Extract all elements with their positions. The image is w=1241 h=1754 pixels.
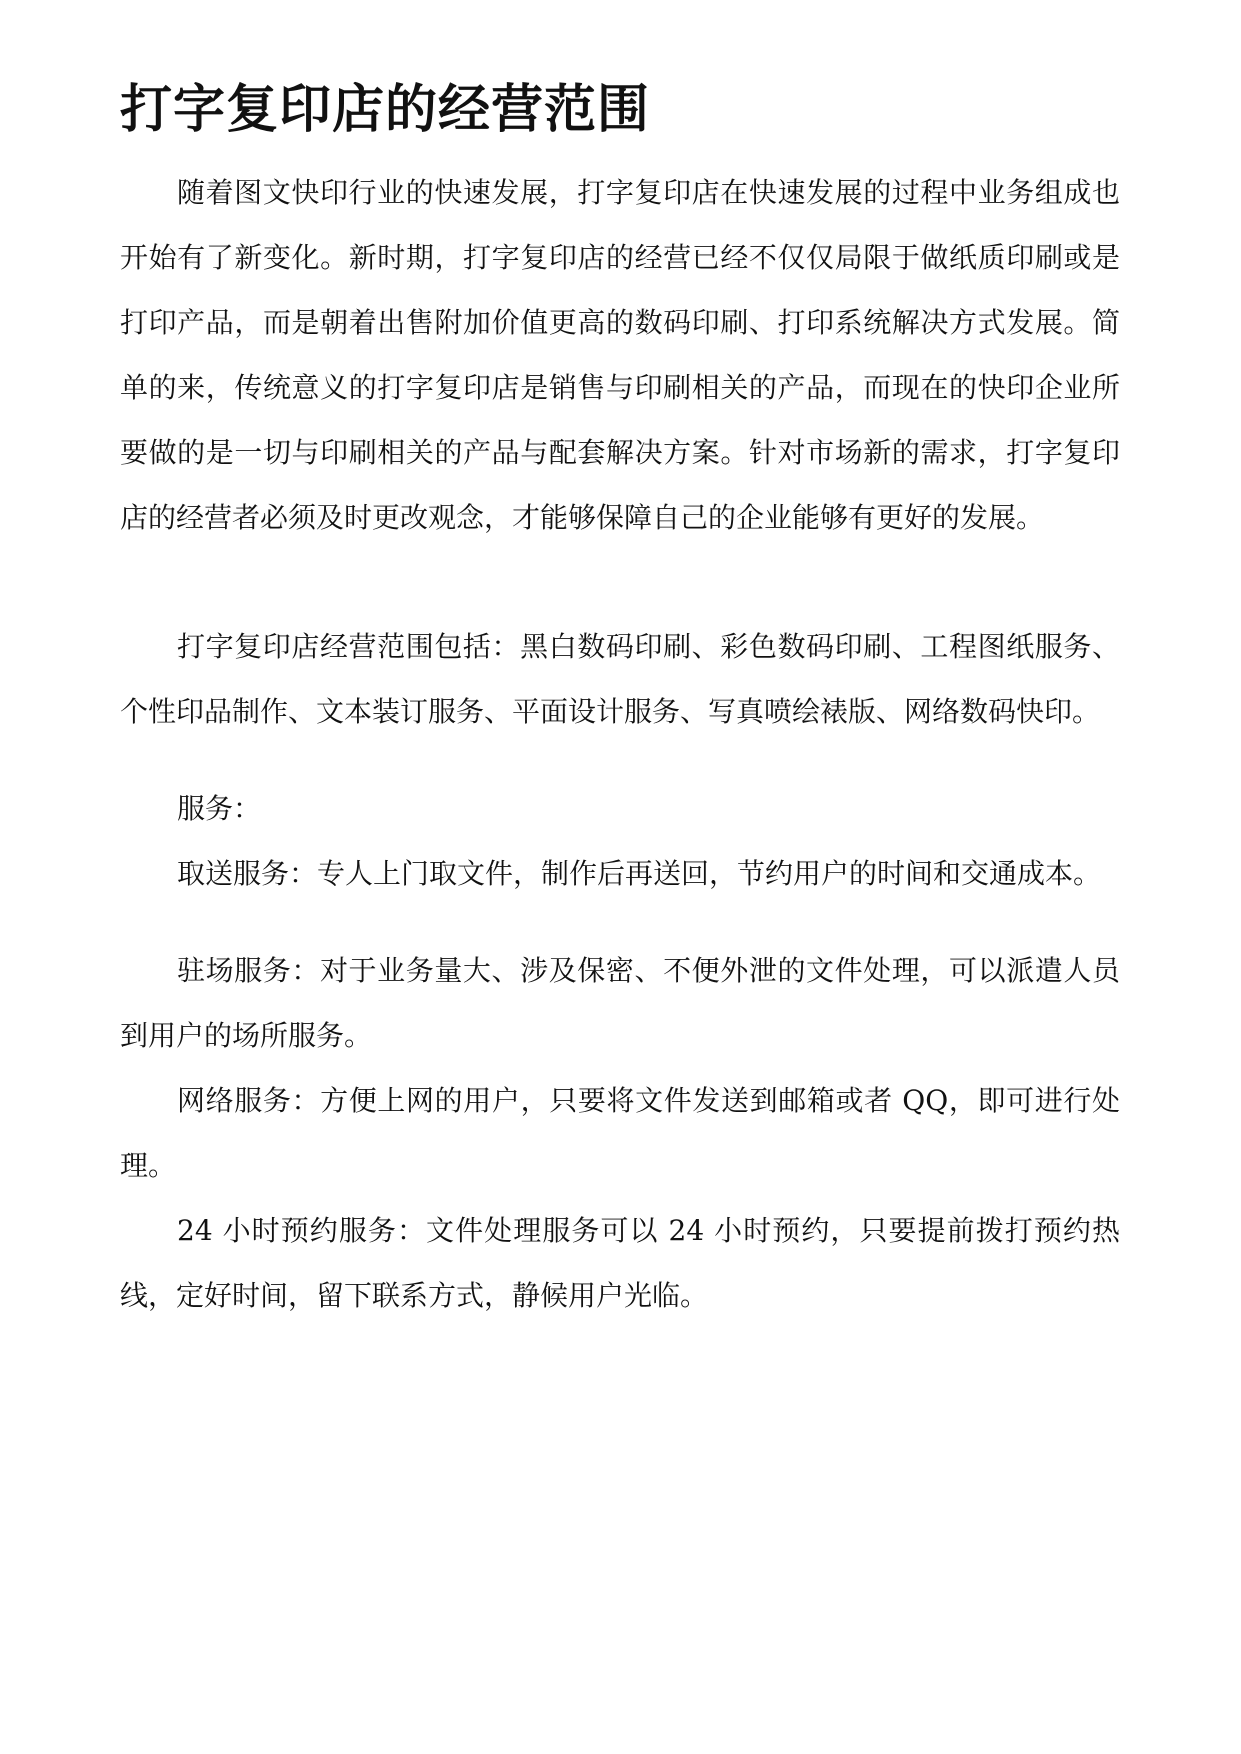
business-scope-paragraph: 打字复印店经营范围包括：黑白数码印刷、彩色数码印刷、工程图纸服务、个性印品制作、文本装订服务、平面设计服务、写真喷绘裱版、网络数码快印。 bbox=[120, 630, 1120, 728]
services-heading: 服务： bbox=[177, 792, 262, 825]
document-title: 打字复印店的经营范围 bbox=[120, 80, 651, 140]
reservation-service-paragraph: 24 小时预约服务：文件处理服务可以 24 小时预约，只要提前拨打预约热线，定好时间，留下联系方式，静候用户光临。 bbox=[120, 1214, 1120, 1312]
online-service-paragraph: 网络服务：方便上网的用户，只要将文件发送到邮箱或者 QQ，即可进行处理。 bbox=[120, 1084, 1120, 1182]
onsite-service-paragraph: 驻场服务：对于业务量大、涉及保密、不便外泄的文件处理，可以派遣人员到用户的场所服务。 bbox=[120, 954, 1120, 1052]
pickup-service-paragraph: 取送服务：专人上门取文件，制作后再送回，节约用户的时间和交通成本。 bbox=[177, 857, 1102, 890]
intro-paragraph: 随着图文快印行业的快速发展，打字复印店在快速发展的过程中业务组成也开始有了新变化。新时期，打字复印店的经营已经不仅仅局限于做纸质印刷或是打印产品，而是朝着出售附加价值更高的数码印刷、打印系统解决方式发展。简单的来，传统意义的打字复印店是销售与印刷相关的产品，而现在的快印企业所要做的是一切与印刷相关的产品与配套解决方案。针对市场新的需求，打字复印店的经营者必须及时更改观念，才能够保障自己的企业能够有更好的发展。 bbox=[120, 176, 1120, 534]
